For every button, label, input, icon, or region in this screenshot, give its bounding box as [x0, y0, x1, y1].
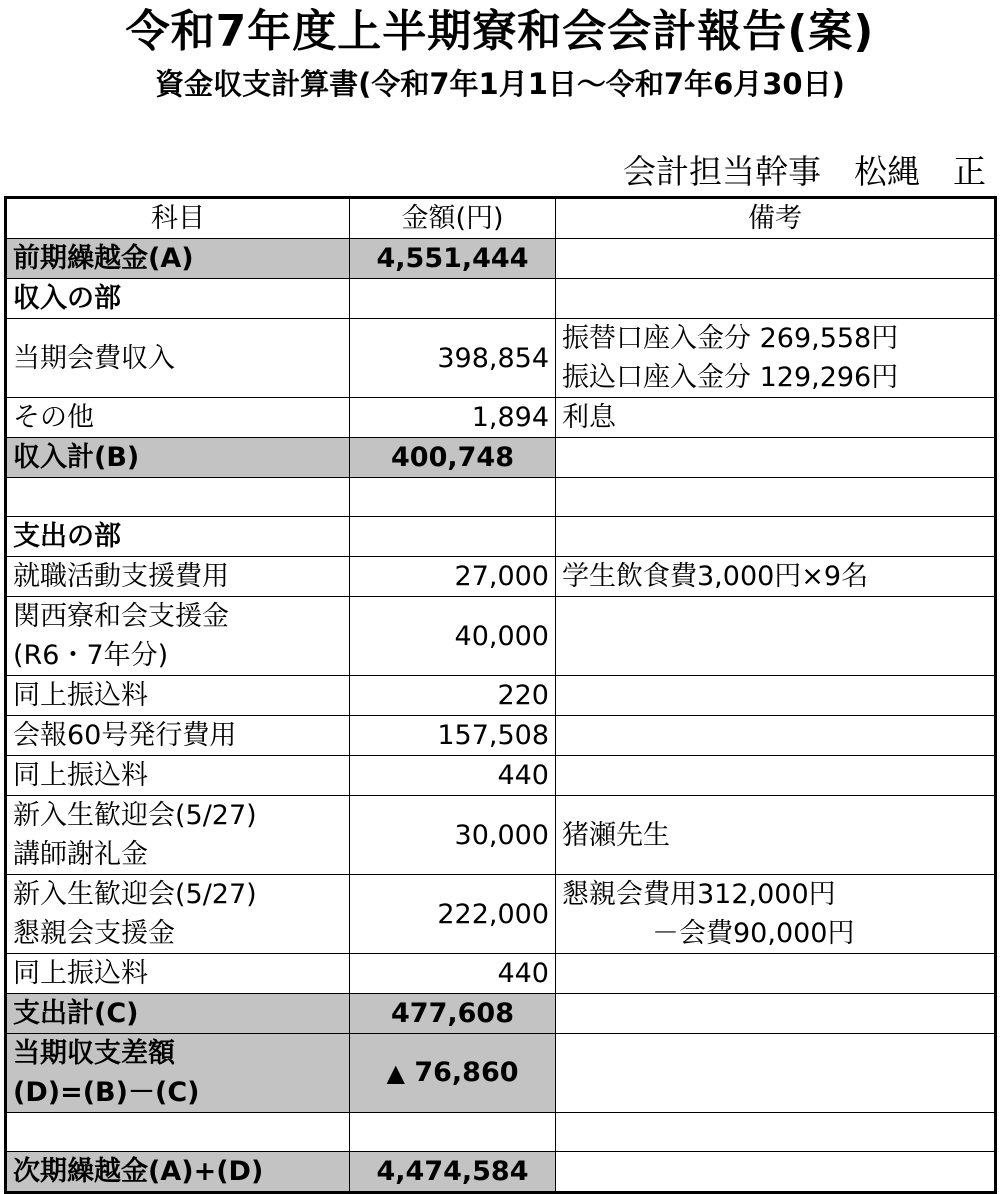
item-cell: 就職活動支援費用 [6, 557, 350, 597]
note-cell [556, 756, 996, 796]
note-cell [556, 1113, 996, 1152]
item-cell: その他 [6, 398, 350, 438]
table-row [6, 1113, 996, 1152]
item-cell: 前期繰越金(A) [6, 239, 350, 279]
section-heading-expense: 支出の部 [6, 517, 350, 557]
table-row [6, 716, 996, 756]
table-row [6, 954, 996, 994]
item-cell: 同上振込料 [6, 756, 350, 796]
amount-cell [350, 279, 556, 319]
item-line: (R6・7年分) [13, 640, 169, 671]
item-cell [6, 1113, 350, 1152]
note-line: －会費90,000円 [652, 918, 855, 949]
note-cell [556, 875, 996, 954]
triangle-icon: ▲ [386, 1059, 405, 1087]
note-line: 振込口座入金分 129,296円 [562, 362, 899, 393]
item-cell: 収入計(B) [6, 438, 350, 478]
note-cell [556, 478, 996, 517]
item-cell: 同上振込料 [6, 954, 350, 994]
item-line: (D)=(B)－(C) [13, 1077, 200, 1108]
table-row [6, 1152, 996, 1193]
item-line: 新入生歓迎会(5/27) [13, 879, 257, 910]
table-row [6, 597, 996, 676]
amount-cell: 4,474,584 [350, 1152, 556, 1193]
note-cell [556, 279, 996, 319]
note-line: 懇親会費用312,000円 [562, 879, 836, 910]
note-cell [556, 438, 996, 478]
item-cell [6, 796, 350, 875]
note-cell [556, 1152, 996, 1193]
amount-cell: 220 [350, 676, 556, 716]
amount-cell [350, 478, 556, 517]
item-line: 当期収支差額 [13, 1038, 175, 1069]
note-cell: 学生飲食費3,000円×9名 [556, 557, 996, 597]
table-row [6, 557, 996, 597]
amount-cell: 157,508 [350, 716, 556, 756]
amount-cell [350, 1113, 556, 1152]
amount-cell: 4,551,444 [350, 239, 556, 279]
note-cell [556, 954, 996, 994]
table-row [6, 239, 996, 279]
report-title: 令和7年度上半期寮和会会計報告(案) [125, 6, 875, 57]
amount-cell: 1,894 [350, 398, 556, 438]
table-row [6, 796, 996, 875]
table-row [6, 875, 996, 954]
report-subtitle: 資金収支計算書(令和7年1月1日～令和7年6月30日) [155, 67, 845, 101]
amount-cell: 40,000 [350, 597, 556, 676]
header-note: 備考 [556, 198, 996, 239]
table-row [6, 438, 996, 478]
item-cell [6, 1034, 350, 1113]
note-line: 振替口座入金分 269,558円 [562, 323, 899, 354]
item-line: 関西寮和会支援金 [13, 601, 229, 632]
balance-table [4, 196, 997, 1194]
table-row [6, 279, 996, 319]
amount-cell: 27,000 [350, 557, 556, 597]
header-row [6, 198, 996, 239]
amount-cell [350, 1034, 556, 1113]
item-cell [6, 875, 350, 954]
item-cell [6, 478, 350, 517]
amount-cell: 440 [350, 954, 556, 994]
amount-cell: 222,000 [350, 875, 556, 954]
amount-cell: 30,000 [350, 796, 556, 875]
header-amount: 金額(円) [350, 198, 556, 239]
signer-name: 会計担当幹事 松縄 正 [623, 152, 986, 191]
amount-cell: 400,748 [350, 438, 556, 478]
item-cell: 次期繰越金(A)+(D) [6, 1152, 350, 1193]
header-item: 科目 [6, 198, 350, 239]
amount-cell: 440 [350, 756, 556, 796]
note-cell [556, 517, 996, 557]
note-cell [556, 994, 996, 1034]
table-row [6, 756, 996, 796]
amount-cell: 398,854 [350, 319, 556, 398]
table-row [6, 398, 996, 438]
item-cell: 当期会費収入 [6, 319, 350, 398]
item-line: 講師謝礼金 [13, 839, 148, 870]
note-cell [556, 239, 996, 279]
note-cell: 猪瀬先生 [556, 796, 996, 875]
item-cell: 支出計(C) [6, 994, 350, 1034]
note-cell [556, 716, 996, 756]
table-row [6, 319, 996, 398]
table-row [6, 994, 996, 1034]
item-cell: 会報60号発行費用 [6, 716, 350, 756]
note-cell [556, 1034, 996, 1113]
table-row [6, 517, 996, 557]
note-cell: 利息 [556, 398, 996, 438]
item-cell: 同上振込料 [6, 676, 350, 716]
note-cell [556, 676, 996, 716]
item-cell [6, 597, 350, 676]
note-cell [556, 319, 996, 398]
amount-cell [350, 517, 556, 557]
table-row [6, 1034, 996, 1113]
note-cell [556, 597, 996, 676]
table-row [6, 676, 996, 716]
section-heading-income: 収入の部 [6, 279, 350, 319]
item-line: 懇親会支援金 [13, 918, 175, 949]
item-line: 新入生歓迎会(5/27) [13, 800, 257, 831]
amount-cell: 477,608 [350, 994, 556, 1034]
amount-value: 76,860 [414, 1057, 519, 1088]
table-row [6, 478, 996, 517]
